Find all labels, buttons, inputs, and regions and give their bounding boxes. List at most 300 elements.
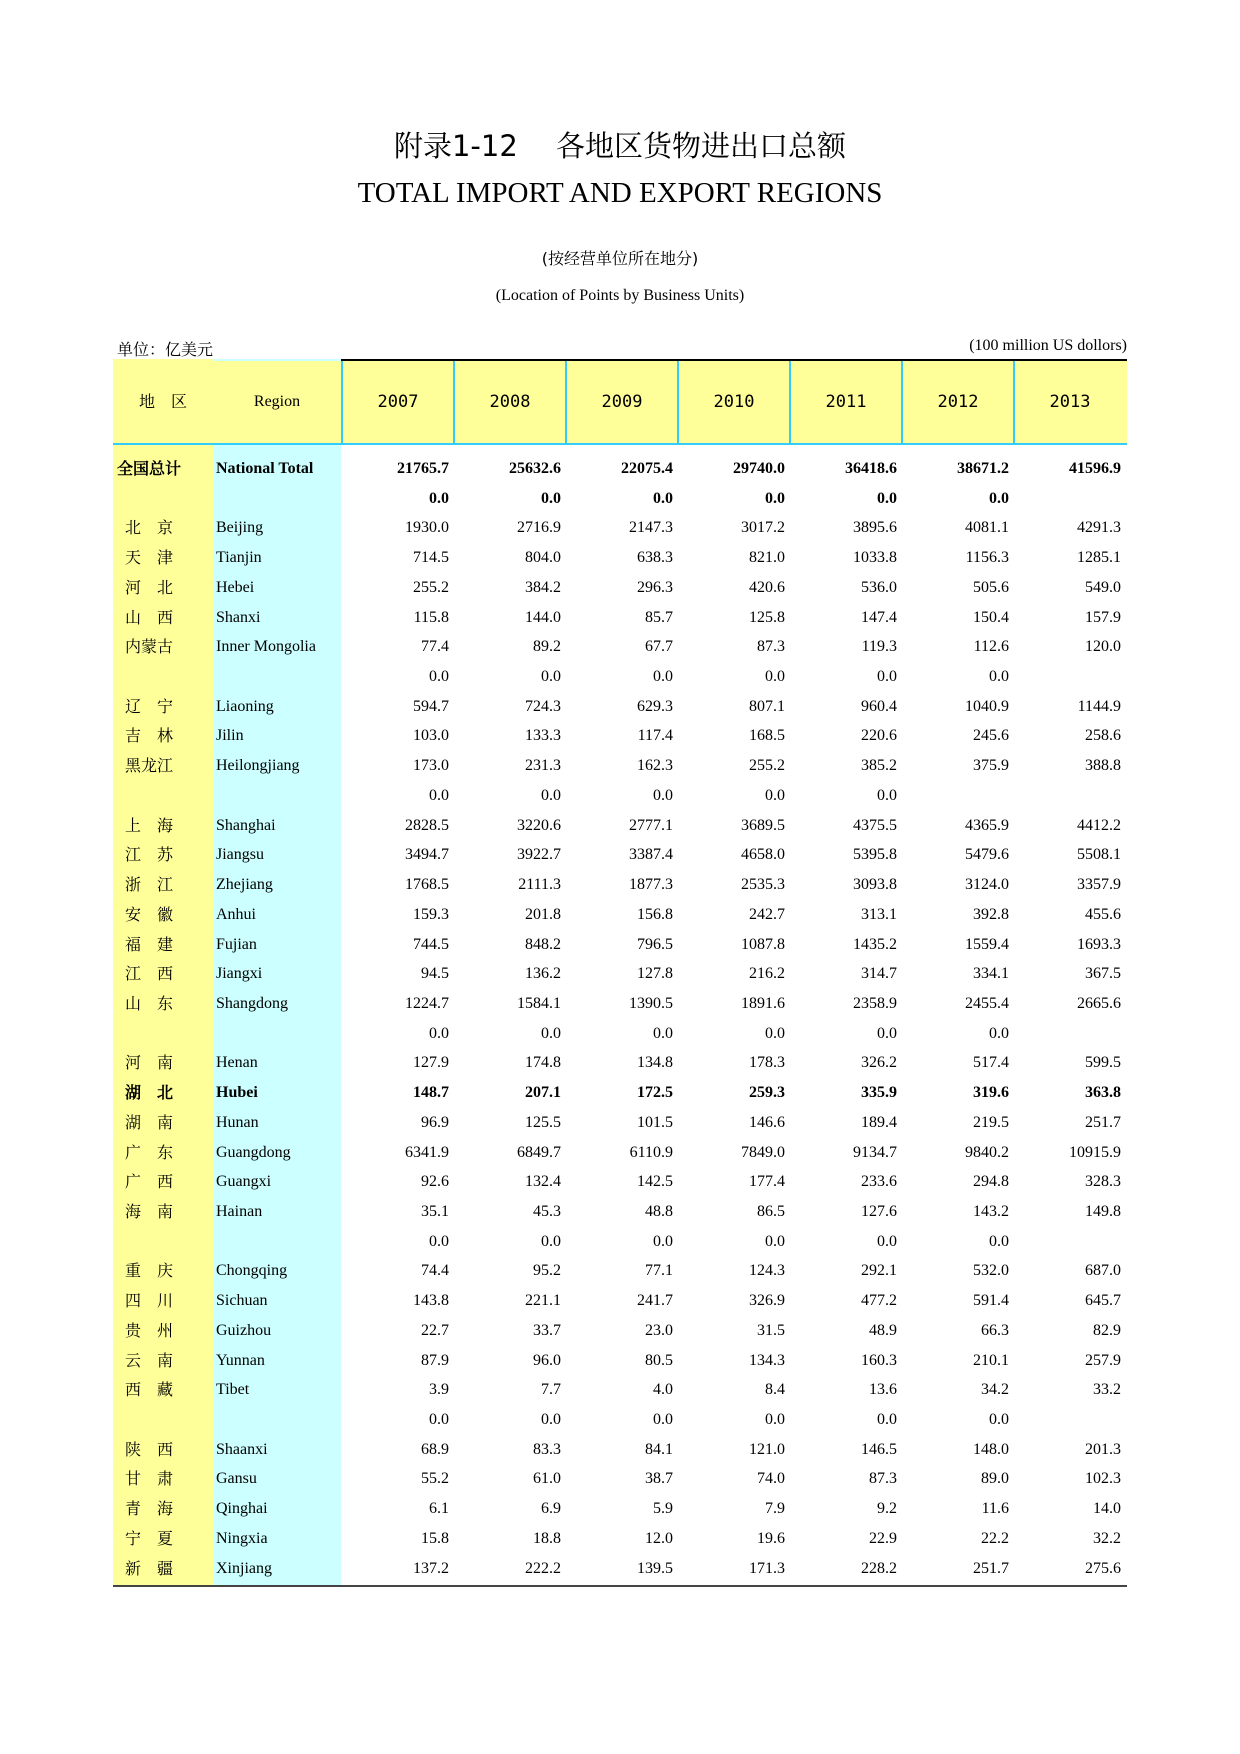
- value-cell: 599.5: [1085, 1054, 1121, 1072]
- region-en-cell: Tibet: [216, 1381, 250, 1399]
- value-cell: 21765.7: [397, 460, 449, 477]
- unit-label-cn: 单位：亿美元: [117, 340, 214, 359]
- region-en-cell: Beijing: [216, 519, 264, 537]
- value-cell: 89.0: [981, 1470, 1009, 1488]
- value-cell: 0.0: [653, 786, 673, 804]
- value-cell: 294.8: [973, 1173, 1009, 1191]
- value-cell: 367.5: [1085, 965, 1121, 983]
- value-cell: 23.0: [645, 1321, 673, 1339]
- subtitle-en: (Location of Points by Business Units): [495, 287, 745, 304]
- value-cell: 66.3: [981, 1321, 1009, 1339]
- value-cell: 87.9: [421, 1351, 449, 1369]
- table-row: [113, 1316, 1127, 1346]
- value-cell: 142.5: [637, 1173, 673, 1191]
- value-cell: 3895.6: [853, 519, 897, 537]
- table-row: [113, 840, 1127, 870]
- value-cell: 0.0: [429, 489, 449, 507]
- region-en-cell: Guangxi: [216, 1173, 272, 1191]
- region-cn-cell: 天 津: [125, 548, 174, 568]
- table-header: [113, 361, 1127, 445]
- region-cn-cell: 福 建: [125, 934, 174, 954]
- value-cell: 744.5: [413, 935, 449, 953]
- value-cell: 178.3: [749, 1054, 785, 1072]
- region-en-cell: Jiangsu: [216, 846, 264, 864]
- table-row: [113, 751, 1127, 781]
- value-cell: 2455.4: [965, 994, 1009, 1012]
- value-cell: 22075.4: [621, 460, 673, 477]
- value-cell: 392.8: [973, 905, 1009, 923]
- value-cell: 0.0: [429, 668, 449, 686]
- table-row: [113, 454, 1127, 484]
- value-cell: 168.5: [749, 727, 785, 745]
- region-en-cell: Inner Mongolia: [216, 638, 316, 656]
- value-cell: 960.4: [861, 697, 897, 715]
- table-row: [113, 1078, 1127, 1108]
- value-cell: 35.1: [421, 1202, 449, 1220]
- value-cell: 171.3: [749, 1559, 785, 1577]
- table-row: [113, 1494, 1127, 1524]
- value-cell: 292.1: [861, 1262, 897, 1280]
- header-year: 2009: [565, 361, 677, 443]
- table-row: [113, 1019, 1127, 1049]
- region-en-cell: Ningxia: [216, 1529, 268, 1547]
- value-cell: 0.0: [541, 1411, 561, 1428]
- region-cn-cell: 宁 夏: [125, 1528, 174, 1548]
- value-cell: 1891.6: [741, 994, 785, 1012]
- table-row: [113, 1138, 1127, 1168]
- value-cell: 112.6: [973, 638, 1009, 656]
- value-cell: 0.0: [989, 1024, 1009, 1042]
- value-cell: 12.0: [645, 1529, 673, 1547]
- value-cell: 33.2: [1093, 1381, 1121, 1399]
- value-cell: 255.2: [413, 578, 449, 596]
- value-cell: 74.0: [757, 1470, 785, 1488]
- value-cell: 14.0: [1093, 1500, 1121, 1518]
- value-cell: 146.5: [861, 1440, 897, 1458]
- value-cell: 804.0: [525, 549, 561, 567]
- table-row: [113, 1464, 1127, 1494]
- value-cell: 0.0: [765, 1411, 785, 1428]
- page-title-cn: 附录1-12 各地区货物进出口总额: [393, 129, 847, 163]
- value-cell: 3357.9: [1077, 876, 1121, 894]
- value-cell: 821.0: [749, 549, 785, 567]
- table-row: [113, 484, 1127, 514]
- value-cell: 0.0: [765, 489, 785, 507]
- value-cell: 9134.7: [853, 1143, 897, 1161]
- value-cell: 724.3: [525, 697, 561, 715]
- region-cn-cell: 西 藏: [125, 1380, 174, 1400]
- region-cn-cell: 江 西: [125, 964, 174, 984]
- value-cell: 137.2: [413, 1559, 449, 1577]
- region-cn-cell: 湖 南: [125, 1112, 174, 1132]
- value-cell: 134.8: [637, 1054, 673, 1072]
- value-cell: 6110.9: [629, 1143, 673, 1161]
- value-cell: 4.0: [653, 1381, 673, 1399]
- value-cell: 0.0: [877, 1024, 897, 1042]
- value-cell: 4412.2: [1077, 816, 1121, 834]
- table-row: [113, 662, 1127, 692]
- value-cell: 15.8: [421, 1529, 449, 1547]
- value-cell: 1584.1: [517, 994, 561, 1012]
- value-cell: 536.0: [861, 578, 897, 596]
- value-cell: 147.4: [861, 608, 897, 626]
- region-en-cell: Sichuan: [216, 1292, 268, 1310]
- value-cell: 173.0: [413, 757, 449, 775]
- value-cell: 0.0: [765, 1024, 785, 1042]
- region-en-cell: Liaoning: [216, 697, 274, 715]
- header-year: 2012: [901, 361, 1013, 443]
- region-cn-cell: 云 南: [125, 1350, 174, 1370]
- value-cell: 38671.2: [957, 460, 1009, 477]
- value-cell: 420.6: [749, 578, 785, 596]
- value-cell: 233.6: [861, 1173, 897, 1191]
- region-en-cell: Guizhou: [216, 1321, 272, 1339]
- value-cell: 127.6: [861, 1202, 897, 1220]
- value-cell: 2665.6: [1077, 994, 1121, 1012]
- value-cell: 157.9: [1085, 608, 1121, 626]
- value-cell: 5.9: [653, 1500, 673, 1518]
- value-cell: 385.2: [861, 757, 897, 775]
- region-cn-cell: 全国总计: [117, 459, 182, 478]
- value-cell: 2111.3: [518, 876, 561, 894]
- value-cell: 314.7: [861, 965, 897, 983]
- value-cell: 89.2: [533, 638, 561, 656]
- table-row: [113, 1197, 1127, 1227]
- value-cell: 125.8: [749, 608, 785, 626]
- region-en-cell: Jilin: [216, 727, 244, 745]
- value-cell: 5508.1: [1077, 846, 1121, 864]
- value-cell: 174.8: [525, 1054, 561, 1072]
- value-cell: 83.3: [533, 1440, 561, 1458]
- value-cell: 0.0: [765, 1232, 785, 1250]
- value-cell: 1693.3: [1077, 935, 1121, 953]
- value-cell: 0.0: [989, 1232, 1009, 1250]
- value-cell: 0.0: [989, 1411, 1009, 1428]
- value-cell: 629.3: [637, 697, 673, 715]
- value-cell: 0.0: [429, 1024, 449, 1042]
- value-cell: 34.2: [981, 1381, 1009, 1399]
- value-cell: 172.5: [637, 1084, 673, 1102]
- value-cell: 3220.6: [517, 816, 561, 834]
- value-cell: 6341.9: [405, 1143, 449, 1161]
- table-row: [113, 1435, 1127, 1465]
- value-cell: 45.3: [533, 1202, 561, 1220]
- value-cell: 0.0: [765, 668, 785, 686]
- value-cell: 0.0: [429, 1411, 449, 1428]
- value-cell: 29740.0: [733, 460, 785, 477]
- region-cn-cell: 吉 林: [125, 726, 174, 746]
- region-en-cell: Hainan: [216, 1202, 263, 1220]
- region-en-cell: Hebei: [216, 578, 255, 596]
- table-row: [113, 603, 1127, 633]
- value-cell: 1033.8: [853, 549, 897, 567]
- region-cn-cell: 陕 西: [125, 1439, 174, 1459]
- value-cell: 714.5: [413, 549, 449, 567]
- table-row: [113, 692, 1127, 722]
- region-cn-cell: 海 南: [125, 1201, 174, 1221]
- value-cell: 22.2: [981, 1529, 1009, 1547]
- value-cell: 0.0: [765, 786, 785, 804]
- value-cell: 48.8: [645, 1202, 673, 1220]
- value-cell: 95.2: [533, 1262, 561, 1280]
- header-year: 2008: [453, 361, 565, 443]
- value-cell: 119.3: [861, 638, 897, 656]
- value-cell: 55.2: [421, 1470, 449, 1488]
- value-cell: 1877.3: [629, 876, 673, 894]
- value-cell: 3494.7: [405, 846, 449, 864]
- region-en-cell: Qinghai: [216, 1500, 268, 1518]
- value-cell: 1156.3: [965, 549, 1009, 567]
- value-cell: 87.3: [757, 638, 785, 656]
- value-cell: 38.7: [645, 1470, 673, 1488]
- header-year: 2011: [789, 361, 901, 443]
- value-cell: 0.0: [877, 1232, 897, 1250]
- value-cell: 0.0: [653, 668, 673, 686]
- value-cell: 257.9: [1085, 1351, 1121, 1369]
- header-year: 2013: [1013, 361, 1125, 443]
- value-cell: 201.3: [1085, 1440, 1121, 1458]
- table-row: [113, 1554, 1127, 1584]
- table-row: [113, 1167, 1127, 1197]
- value-cell: 7849.0: [741, 1143, 785, 1161]
- value-cell: 0.0: [429, 1232, 449, 1250]
- value-cell: 4375.5: [853, 816, 897, 834]
- value-cell: 160.3: [861, 1351, 897, 1369]
- value-cell: 319.6: [973, 1084, 1009, 1102]
- value-cell: 0.0: [541, 668, 561, 686]
- region-cn-cell: 甘 肃: [125, 1469, 174, 1489]
- value-cell: 162.3: [637, 757, 673, 775]
- value-cell: 4365.9: [965, 816, 1009, 834]
- value-cell: 159.3: [413, 905, 449, 923]
- value-cell: 221.1: [525, 1292, 561, 1310]
- value-cell: 94.5: [421, 965, 449, 983]
- value-cell: 13.6: [869, 1381, 897, 1399]
- value-cell: 3124.0: [965, 876, 1009, 894]
- value-cell: 7.7: [541, 1381, 561, 1399]
- header-region-cn: 地 区: [138, 392, 187, 411]
- value-cell: 8.4: [765, 1381, 785, 1399]
- region-cn-cell: 江 苏: [125, 845, 174, 865]
- value-cell: 86.5: [757, 1202, 785, 1220]
- value-cell: 0.0: [877, 489, 897, 507]
- value-cell: 1390.5: [629, 994, 673, 1012]
- region-cn-cell: 河 北: [125, 577, 174, 597]
- value-cell: 0.0: [989, 668, 1009, 686]
- value-cell: 149.8: [1085, 1202, 1121, 1220]
- value-cell: 220.6: [861, 727, 897, 745]
- value-cell: 0.0: [653, 1024, 673, 1042]
- value-cell: 228.2: [861, 1559, 897, 1577]
- region-cn-cell: 青 海: [125, 1499, 174, 1519]
- unit-label-en: (100 million US dollors): [969, 337, 1127, 354]
- value-cell: 146.6: [749, 1113, 785, 1131]
- value-cell: 84.1: [645, 1440, 673, 1458]
- value-cell: 388.8: [1085, 757, 1121, 775]
- value-cell: 68.9: [421, 1440, 449, 1458]
- value-cell: 117.4: [637, 727, 673, 745]
- value-cell: 0.0: [877, 668, 897, 686]
- region-cn-cell: 内蒙古: [125, 637, 174, 657]
- value-cell: 0.0: [653, 1411, 673, 1428]
- value-cell: 241.7: [637, 1292, 673, 1310]
- value-cell: 156.8: [637, 905, 673, 923]
- region-cn-cell: 广 东: [125, 1142, 174, 1162]
- value-cell: 143.8: [413, 1292, 449, 1310]
- value-cell: 2716.9: [517, 519, 561, 537]
- region-en-cell: Chongqing: [216, 1262, 288, 1280]
- value-cell: 22.9: [869, 1529, 897, 1547]
- value-cell: 3922.7: [517, 846, 561, 864]
- value-cell: 102.3: [1085, 1470, 1121, 1488]
- value-cell: 1224.7: [405, 994, 449, 1012]
- value-cell: 127.9: [413, 1054, 449, 1072]
- region-en-cell: Shanghai: [216, 816, 276, 834]
- value-cell: 125.5: [525, 1113, 561, 1131]
- value-cell: 11.6: [981, 1500, 1009, 1518]
- value-cell: 517.4: [973, 1054, 1009, 1072]
- value-cell: 132.4: [525, 1173, 561, 1191]
- table-row: [113, 543, 1127, 573]
- region-cn-cell: 山 西: [125, 607, 174, 627]
- region-en-cell: Hubei: [216, 1084, 258, 1102]
- value-cell: 328.3: [1085, 1173, 1121, 1191]
- value-cell: 101.5: [637, 1113, 673, 1131]
- value-cell: 124.3: [749, 1262, 785, 1280]
- value-cell: 82.9: [1093, 1321, 1121, 1339]
- value-cell: 9.2: [877, 1500, 897, 1518]
- value-cell: 25632.6: [509, 460, 561, 477]
- value-cell: 127.8: [637, 965, 673, 983]
- region-en-cell: Gansu: [216, 1470, 257, 1488]
- value-cell: 334.1: [973, 965, 1009, 983]
- value-cell: 255.2: [749, 757, 785, 775]
- table-row: [113, 573, 1127, 603]
- value-cell: 455.6: [1085, 905, 1121, 923]
- value-cell: 3093.8: [853, 876, 897, 894]
- value-cell: 9840.2: [965, 1143, 1009, 1161]
- table-row: [113, 1048, 1127, 1078]
- value-cell: 136.2: [525, 965, 561, 983]
- region-cn-cell: 湖 北: [125, 1083, 174, 1103]
- value-cell: 375.9: [973, 757, 1009, 775]
- value-cell: 216.2: [749, 965, 785, 983]
- region-en-cell: Shaanxi: [216, 1440, 268, 1458]
- table-row: [113, 781, 1127, 811]
- value-cell: 0.0: [877, 786, 897, 804]
- value-cell: 143.2: [973, 1202, 1009, 1220]
- value-cell: 210.1: [973, 1351, 1009, 1369]
- value-cell: 144.0: [525, 608, 561, 626]
- region-en-cell: Zhejiang: [216, 876, 273, 894]
- value-cell: 242.7: [749, 905, 785, 923]
- header-year: 2010: [677, 361, 789, 443]
- region-en-cell: Guangdong: [216, 1143, 291, 1161]
- region-en-cell: National Total: [216, 460, 314, 477]
- table-row: [113, 1405, 1127, 1435]
- value-cell: 121.0: [749, 1440, 785, 1458]
- value-cell: 22.7: [421, 1321, 449, 1339]
- header-region-en: Region: [253, 393, 301, 410]
- value-cell: 103.0: [413, 727, 449, 745]
- value-cell: 549.0: [1085, 578, 1121, 596]
- value-cell: 148.0: [973, 1440, 1009, 1458]
- value-cell: 2535.3: [741, 876, 785, 894]
- region-en-cell: Xinjiang: [216, 1559, 272, 1577]
- value-cell: 0.0: [653, 489, 673, 507]
- region-en-cell: Anhui: [216, 905, 256, 923]
- region-cn-cell: 四 川: [125, 1291, 174, 1311]
- value-cell: 80.5: [645, 1351, 673, 1369]
- page-title-en: TOTAL IMPORT AND EXPORT REGIONS: [357, 177, 883, 209]
- value-cell: 222.2: [525, 1559, 561, 1577]
- value-cell: 0.0: [541, 1024, 561, 1042]
- value-cell: 848.2: [525, 935, 561, 953]
- table-row: [113, 1108, 1127, 1138]
- value-cell: 3387.4: [629, 846, 673, 864]
- value-cell: 77.1: [645, 1262, 673, 1280]
- value-cell: 19.6: [757, 1529, 785, 1547]
- value-cell: 139.5: [637, 1559, 673, 1577]
- table-row: [113, 870, 1127, 900]
- value-cell: 2828.5: [405, 816, 449, 834]
- value-cell: 219.5: [973, 1113, 1009, 1131]
- value-cell: 591.4: [973, 1292, 1009, 1310]
- value-cell: 18.8: [533, 1529, 561, 1547]
- table-row: [113, 1286, 1127, 1316]
- table-row: [113, 1227, 1127, 1257]
- value-cell: 245.6: [973, 727, 1009, 745]
- table-row: [113, 632, 1127, 662]
- value-cell: 326.2: [861, 1054, 897, 1072]
- value-cell: 4081.1: [965, 519, 1009, 537]
- value-cell: 31.5: [757, 1321, 785, 1339]
- value-cell: 477.2: [861, 1292, 897, 1310]
- value-cell: 10915.9: [1069, 1143, 1121, 1161]
- value-cell: 7.9: [765, 1500, 785, 1518]
- value-cell: 201.8: [525, 905, 561, 923]
- value-cell: 251.7: [1085, 1113, 1121, 1131]
- value-cell: 115.8: [413, 608, 449, 626]
- value-cell: 61.0: [533, 1470, 561, 1488]
- value-cell: 363.8: [1085, 1084, 1121, 1102]
- value-cell: 4291.3: [1077, 519, 1121, 537]
- value-cell: 384.2: [525, 578, 561, 596]
- region-cn-cell: 北 京: [125, 518, 174, 538]
- subtitle-cn: (按经营单位所在地分): [541, 249, 699, 268]
- value-cell: 92.6: [421, 1173, 449, 1191]
- value-cell: 6.9: [541, 1500, 561, 1518]
- value-cell: 796.5: [637, 935, 673, 953]
- region-en-cell: Heilongjiang: [216, 757, 300, 775]
- value-cell: 120.0: [1085, 638, 1121, 656]
- value-cell: 687.0: [1085, 1262, 1121, 1280]
- value-cell: 1040.9: [965, 697, 1009, 715]
- value-cell: 2358.9: [853, 994, 897, 1012]
- value-cell: 5395.8: [853, 846, 897, 864]
- value-cell: 67.7: [645, 638, 673, 656]
- region-cn-cell: 浙 江: [125, 875, 174, 895]
- value-cell: 1285.1: [1077, 549, 1121, 567]
- value-cell: 1768.5: [405, 876, 449, 894]
- value-cell: 296.3: [637, 578, 673, 596]
- value-cell: 74.4: [421, 1262, 449, 1280]
- value-cell: 258.6: [1085, 727, 1121, 745]
- value-cell: 96.9: [421, 1113, 449, 1131]
- value-cell: 0.0: [877, 1411, 897, 1428]
- value-cell: 1087.8: [741, 935, 785, 953]
- value-cell: 0.0: [541, 489, 561, 507]
